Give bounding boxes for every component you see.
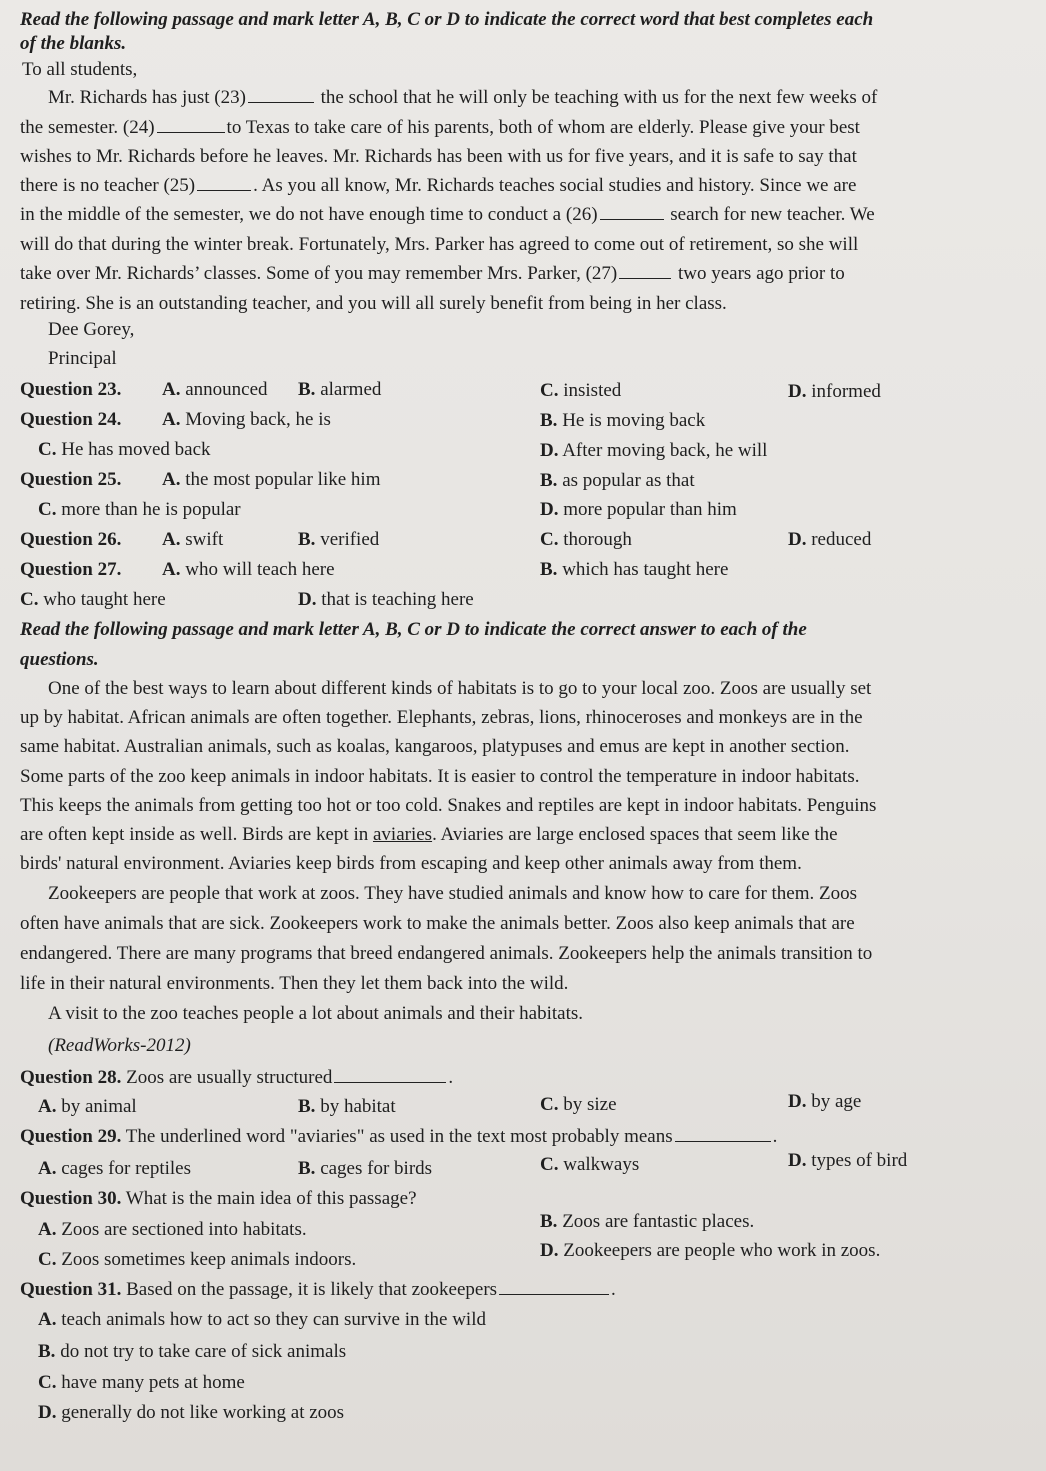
passage-line: take over Mr. Richards’ classes. Some of you may remember Mrs. Parker, (27) two years ago prior to	[20, 263, 845, 284]
question-30: Question 30. What is the main idea of this passage?	[20, 1188, 417, 1209]
passage-line: will do that during the winter break. Fortunately, Mrs. Parker has agreed to come out of retirement, so she will	[20, 234, 859, 255]
signature-name: Dee Gorey,	[48, 319, 135, 340]
passage-line: Mr. Richards has just (23) the school that he will only be teaching with us for the next few weeks of	[48, 87, 878, 108]
q29-option-b[interactable]: B. cages for birds	[298, 1158, 433, 1179]
q26-option-b[interactable]: B. verified	[298, 529, 380, 550]
passage-line: up by habitat. African animals are often together. Elephants, zebras, lions, rhinoceroses and monkeys are in the	[20, 707, 863, 728]
passage-line: One of the best ways to learn about different kinds of habitats is to go to your local zoo. Zoos are usually set	[48, 678, 872, 699]
passage-line: there is no teacher (25) . As you all know, Mr. Richards teaches social studies and history. Since we are	[20, 175, 857, 196]
underlined-word-aviaries: aviaries	[372, 824, 433, 845]
q30-option-c[interactable]: C. Zoos sometimes keep animals indoors.	[38, 1249, 357, 1270]
q23-option-c[interactable]: C. insisted	[540, 380, 622, 401]
question-28: Question 28. Zoos are usually structured .	[20, 1067, 454, 1088]
passage-source: (ReadWorks-2012)	[48, 1035, 191, 1056]
q28-option-c[interactable]: C. by size	[540, 1094, 617, 1115]
q27-option-c[interactable]: C. who taught here	[20, 589, 166, 610]
q28-option-b[interactable]: B. by habitat	[298, 1096, 396, 1117]
q29-option-d[interactable]: D. types of bird	[788, 1150, 908, 1171]
q29-option-c[interactable]: C. walkways	[540, 1154, 640, 1175]
q31-option-b[interactable]: B. do not try to take care of sick animals	[38, 1341, 347, 1362]
q31-option-c[interactable]: C. have many pets at home	[38, 1372, 245, 1393]
q31-option-a[interactable]: A. teach animals how to act so they can survive in the wild	[38, 1309, 486, 1330]
q24-option-c[interactable]: C. He has moved back	[38, 439, 211, 460]
q24-option-d[interactable]: D. After moving back, he will	[540, 440, 768, 461]
q23-option-d[interactable]: D. informed	[788, 381, 881, 402]
q25-option-c[interactable]: C. more than he is popular	[38, 499, 241, 520]
passage-line: Zookeepers are people that work at zoos. They have studied animals and know how to care for them. Zoos	[48, 883, 858, 904]
q30-option-a[interactable]: A. Zoos are sectioned into habitats.	[38, 1219, 307, 1240]
q25-option-b[interactable]: B. as popular as that	[540, 470, 695, 491]
q25-option-a[interactable]: A. the most popular like him	[162, 469, 381, 490]
q30-option-d[interactable]: D. Zookeepers are people who work in zoos.	[540, 1240, 881, 1261]
q26-option-d[interactable]: D. reduced	[788, 529, 872, 550]
q29-option-a[interactable]: A. cages for reptiles	[38, 1158, 192, 1179]
question-24: Question 24.	[20, 409, 122, 430]
letter-greeting: To all students,	[22, 59, 138, 80]
passage-line: same habitat. Australian animals, such as koalas, kangaroos, platypuses and emus are kept in another section.	[20, 736, 850, 757]
instruction-part1-line2: of the blanks.	[20, 33, 127, 54]
passage-line: the semester. (24) to Texas to take care of his parents, both of whom are elderly. Please give your best	[20, 117, 860, 138]
passage-line: life in their natural environments. Then they let them back into the wild.	[20, 973, 569, 994]
q23-option-b[interactable]: B. alarmed	[298, 379, 382, 400]
q31-option-d[interactable]: D. generally do not like working at zoos	[38, 1402, 345, 1423]
q27-option-a[interactable]: A. who will teach here	[162, 559, 335, 580]
q23-option-a[interactable]: A. announced	[162, 379, 268, 400]
blank-24	[157, 116, 225, 133]
blank-27	[619, 262, 671, 279]
passage-line: Some parts of the zoo keep animals in indoor habitats. It is easier to control the temperature in indoor habitats.	[20, 766, 860, 787]
question-29: Question 29. The underlined word "aviaries" as used in the text most probably means .	[20, 1126, 778, 1147]
passage-line: endangered. There are many programs that breed endangered animals. Zookeepers help the animals transition to	[20, 943, 873, 964]
instruction-part2-line2: questions.	[20, 649, 99, 670]
blank-23	[248, 86, 314, 103]
q28-option-d[interactable]: D. by age	[788, 1091, 862, 1112]
passage-line: wishes to Mr. Richards before he leaves. Mr. Richards has been with us for five years, and it is safe to say that	[20, 146, 857, 167]
instruction-part1-line1: Read the following passage and mark letter A, B, C or D to indicate the correct word that best completes each	[20, 9, 874, 30]
passage-line: This keeps the animals from getting too hot or too cold. Snakes and reptiles are kept in indoor habitats. Penguins	[20, 795, 877, 816]
q25-option-d[interactable]: D. more popular than him	[540, 499, 737, 520]
q28-option-a[interactable]: A. by animal	[38, 1096, 137, 1117]
passage-line: birds' natural environment. Aviaries keep birds from escaping and keep other animals away from them.	[20, 853, 802, 874]
question-25: Question 25.	[20, 469, 122, 490]
q27-option-d[interactable]: D. that is teaching here	[298, 589, 474, 610]
passage-line: retiring. She is an outstanding teacher, and you will all surely benefit from being in her class.	[20, 293, 727, 314]
q24-option-b[interactable]: B. He is moving back	[540, 410, 706, 431]
question-26: Question 26.	[20, 529, 122, 550]
instruction-part2-line1: Read the following passage and mark letter A, B, C or D to indicate the correct answer to each of the	[20, 619, 807, 640]
q26-option-a[interactable]: A. swift	[162, 529, 224, 550]
q30-option-b[interactable]: B. Zoos are fantastic places.	[540, 1211, 755, 1232]
signature-title: Principal	[48, 348, 117, 369]
question-31: Question 31. Based on the passage, it is likely that zookeepers .	[20, 1279, 616, 1300]
passage-line: in the middle of the semester, we do not have enough time to conduct a (26) search for new teacher. We	[20, 204, 875, 225]
question-27: Question 27.	[20, 559, 122, 580]
passage-line: are often kept inside as well. Birds are kept in aviaries. Aviaries are large enclosed spaces that seem like the	[20, 824, 838, 845]
q24-option-a[interactable]: A. Moving back, he is	[162, 409, 331, 430]
blank-26	[600, 203, 664, 220]
q26-option-c[interactable]: C. thorough	[540, 529, 632, 550]
question-23: Question 23.	[20, 379, 122, 400]
blank-25	[197, 174, 251, 191]
passage-line: A visit to the zoo teaches people a lot about animals and their habitats.	[48, 1003, 584, 1024]
passage-line: often have animals that are sick. Zookeepers work to make the animals better. Zoos also keep animals that are	[20, 913, 855, 934]
q27-option-b[interactable]: B. which has taught here	[540, 559, 729, 580]
